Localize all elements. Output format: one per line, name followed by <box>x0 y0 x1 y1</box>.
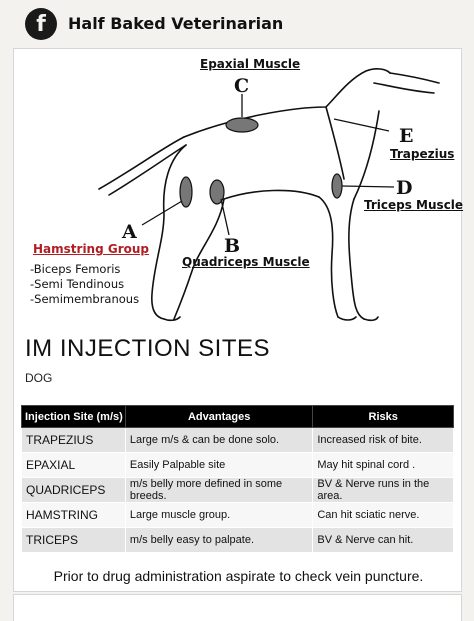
table-row <box>22 528 454 553</box>
header-site: Injection Site (m/s) <box>22 406 126 428</box>
next-card-edge <box>13 594 462 621</box>
hamstring-list <box>30 262 139 307</box>
cell-advantage: Large m/s & can be done solo. <box>125 428 312 453</box>
hamstring-item: -Semimembranous <box>30 292 140 306</box>
letter-e: E <box>399 125 414 147</box>
hamstring-item: -Semi Tendinous <box>30 277 125 291</box>
cell-risk: Can hit sciatic nerve. <box>313 503 454 528</box>
cell-site: TRAPEZIUS <box>22 428 126 453</box>
page-title: IM INJECTION SITES <box>25 335 271 362</box>
cell-site: QUADRICEPS <box>22 478 126 503</box>
table-row <box>22 478 454 503</box>
cell-site: TRICEPS <box>22 528 126 553</box>
cell-advantage: Large muscle group. <box>125 503 312 528</box>
infographic-card <box>13 48 462 592</box>
dog-illustration <box>14 49 463 329</box>
hamstring-group-title: Hamstring Group <box>33 242 150 256</box>
cell-site: HAMSTRING <box>22 503 126 528</box>
hamstring-item: -Biceps Femoris <box>30 262 121 276</box>
table-row <box>22 428 454 453</box>
table-row <box>22 503 454 528</box>
facebook-icon[interactable]: f <box>25 8 57 40</box>
brand-name: Half Baked Veterinarian <box>68 14 284 33</box>
label-trapezius: Trapezius <box>390 147 455 161</box>
table-header-row <box>22 406 454 428</box>
header-advantages: Advantages <box>125 406 312 428</box>
injection-sites-table <box>21 405 454 553</box>
label-triceps: Triceps Muscle <box>364 198 464 212</box>
cell-risk: BV & Nerve can hit. <box>313 528 454 553</box>
cell-advantage: Easily Palpable site <box>125 453 312 478</box>
page-subtitle: DOG <box>25 371 53 385</box>
header-risks: Risks <box>313 406 454 428</box>
letter-d: D <box>396 177 413 199</box>
letter-b: B <box>224 235 241 257</box>
cell-advantage: m/s belly more defined in some breeds. <box>125 478 312 503</box>
page-header <box>0 0 474 48</box>
cell-advantage: m/s belly easy to palpate. <box>125 528 312 553</box>
cell-risk: BV & Nerve runs in the area. <box>313 478 454 503</box>
cell-risk: May hit spinal cord . <box>313 453 454 478</box>
label-quadriceps: Quadriceps Muscle <box>182 255 310 269</box>
site-epaxial-marker <box>226 118 258 132</box>
cell-site: EPAXIAL <box>22 453 126 478</box>
label-epaxial: Epaxial Muscle <box>200 57 301 71</box>
site-hamstring-marker <box>180 177 192 207</box>
aspirate-note: Prior to drug administration aspirate to check vein puncture. <box>53 568 424 584</box>
letter-c: C <box>234 75 250 97</box>
letter-a: A <box>122 221 137 243</box>
site-triceps-marker <box>332 174 342 198</box>
cell-risk: Increased risk of bite. <box>313 428 454 453</box>
table-row <box>22 453 454 478</box>
